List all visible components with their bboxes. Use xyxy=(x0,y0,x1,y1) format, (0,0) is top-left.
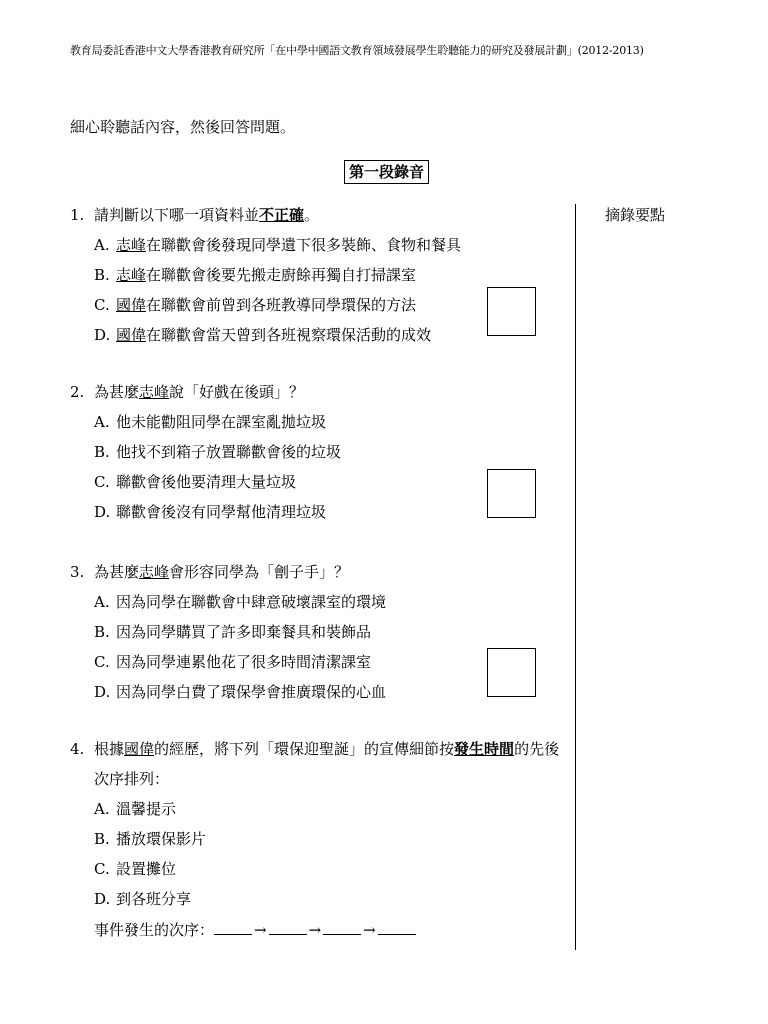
question-3-stem xyxy=(70,561,570,591)
question-text: 為甚麼 xyxy=(94,563,140,581)
option-letter: C. xyxy=(94,473,110,491)
right-arrow-icon: → xyxy=(254,921,267,939)
question-4-stem xyxy=(70,738,570,768)
option-letter: A. xyxy=(94,413,110,431)
order-blank-3[interactable] xyxy=(323,918,361,935)
question-number: 3. xyxy=(70,563,85,581)
option-a xyxy=(70,798,570,828)
answer-box-2[interactable] xyxy=(487,469,536,518)
option-d xyxy=(70,888,570,918)
emphasis-text: 發生時間 xyxy=(454,740,515,758)
order-blank-2[interactable] xyxy=(269,918,307,935)
option-b xyxy=(70,828,570,858)
order-label: 事件發生的次序： xyxy=(94,921,215,939)
notes-divider xyxy=(575,204,576,950)
option-text: 因為同學白費了環保學會推廣環保的心血 xyxy=(116,683,387,701)
instruction-text: 細心聆聽話內容，然後回答問題。 xyxy=(70,118,296,136)
option-letter: C. xyxy=(94,296,110,314)
section-title: 第一段錄音 xyxy=(344,160,429,184)
option-text: 在聯歡會後要先搬走廚餘再獨自打掃課室 xyxy=(146,266,417,284)
option-letter: C. xyxy=(94,860,110,878)
option-text: 因為同學連累他花了很多時間清潔課室 xyxy=(116,653,372,671)
option-letter: A. xyxy=(94,236,110,254)
option-letter: A. xyxy=(94,800,110,818)
person-name: 志峰 xyxy=(116,236,147,254)
question-text: 根據 xyxy=(94,740,125,758)
question-number: 4. xyxy=(70,740,85,758)
option-text: 設置攤位 xyxy=(116,860,177,878)
option-letter: D. xyxy=(94,683,111,701)
option-b xyxy=(70,621,570,651)
person-name: 國偉 xyxy=(124,740,155,758)
option-text: 播放環保影片 xyxy=(116,830,207,848)
option-text: 他找不到箱子放置聯歡會後的垃圾 xyxy=(116,443,342,461)
question-text: 為甚麼 xyxy=(94,383,140,401)
notes-label: 摘錄要點 xyxy=(605,206,666,224)
order-blank-4[interactable] xyxy=(378,918,416,935)
option-text: 溫馨提示 xyxy=(116,800,177,818)
question-text-end: 說「好戲在後頭」？ xyxy=(169,383,305,401)
answer-box-3[interactable] xyxy=(487,648,536,697)
option-text: 在聯歡會前曾到各班教導同學環保的方法 xyxy=(146,296,417,314)
answer-box-1[interactable] xyxy=(487,287,536,336)
option-a xyxy=(70,234,570,264)
option-text: 到各班分享 xyxy=(116,890,192,908)
option-letter: C. xyxy=(94,653,110,671)
option-text: 他未能勸阻同學在課室亂拋垃圾 xyxy=(116,413,327,431)
person-name: 志峰 xyxy=(116,266,147,284)
option-a xyxy=(70,411,570,441)
option-letter: D. xyxy=(94,503,111,521)
order-blank-1[interactable] xyxy=(214,918,252,935)
person-name: 國偉 xyxy=(116,326,147,344)
person-name: 志峰 xyxy=(139,383,170,401)
option-text: 聯歡會後他要清理大量垃圾 xyxy=(116,473,297,491)
option-text: 因為同學購買了許多即棄餐具和裝飾品 xyxy=(116,623,372,641)
option-a xyxy=(70,591,570,621)
option-c xyxy=(70,858,570,888)
person-name: 國偉 xyxy=(116,296,147,314)
order-answer-line xyxy=(70,918,570,948)
option-letter: D. xyxy=(94,890,111,908)
option-letter: D. xyxy=(94,326,111,344)
option-b xyxy=(70,441,570,471)
option-letter: B. xyxy=(94,443,110,461)
option-letter: B. xyxy=(94,266,110,284)
option-letter: B. xyxy=(94,830,110,848)
question-1-stem xyxy=(70,204,570,234)
question-number: 2. xyxy=(70,383,85,401)
question-text-end: 會形容同學為「劊子手」？ xyxy=(169,563,350,581)
person-name: 志峰 xyxy=(139,563,170,581)
question-2-stem xyxy=(70,381,570,411)
option-text: 在聯歡會後發現同學遺下很多裝飾、食物和餐具 xyxy=(146,236,462,254)
question-text-end: 。 xyxy=(304,206,320,224)
question-text-end: 的先後 xyxy=(514,740,560,758)
option-text: 聯歡會後沒有同學幫他清理垃圾 xyxy=(116,503,327,521)
option-text: 在聯歡會當天曾到各班視察環保活動的成效 xyxy=(146,326,432,344)
question-4-stem-line2: 次序排列： xyxy=(94,770,170,788)
option-text: 因為同學在聯歡會中肆意破壞課室的環境 xyxy=(116,593,387,611)
right-arrow-icon: → xyxy=(308,921,322,939)
document-header: 教育局委託香港中文大學香港教育研究所「在中學中國語文教育領域發展學生聆聽能力的研究及發展計劃」(2012-2013) xyxy=(70,44,644,57)
question-4 xyxy=(70,738,570,948)
question-number: 1. xyxy=(70,206,85,224)
option-letter: B. xyxy=(94,623,110,641)
question-text-mid: 的經歷，將下列「環保迎聖誕」的宣傳細節按 xyxy=(154,740,455,758)
emphasis-text: 不正確 xyxy=(259,206,305,224)
right-arrow-icon: → xyxy=(363,921,376,939)
option-letter: A. xyxy=(94,593,110,611)
question-text: 請判斷以下哪一項資料並 xyxy=(94,206,260,224)
